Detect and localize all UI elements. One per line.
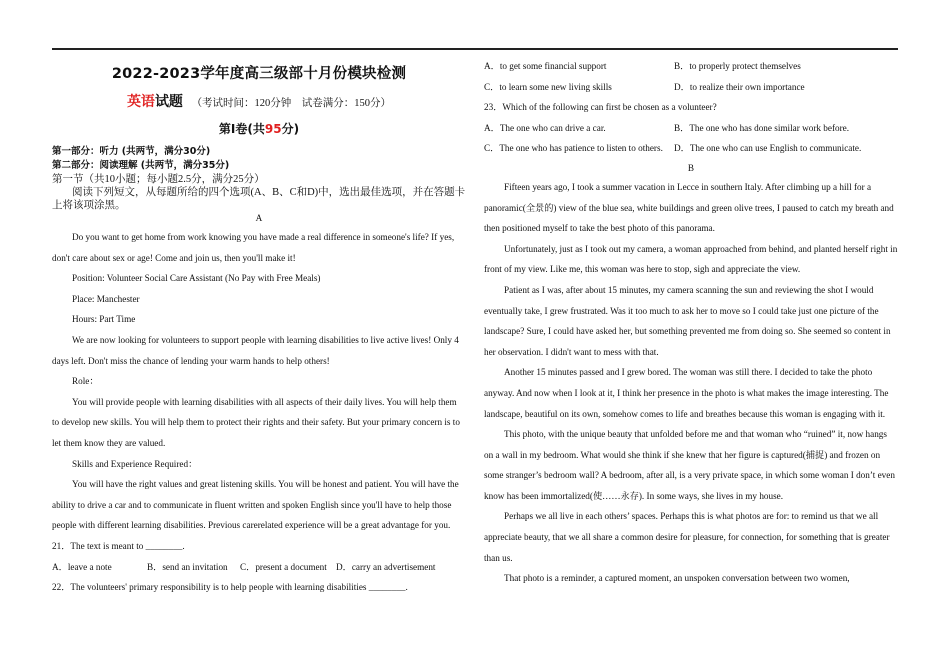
option-b[interactable]: B．send an invitation (147, 561, 228, 572)
passage-a (52, 227, 466, 536)
exam-info: （考试时间：120分钟 试卷满分：150分） (191, 98, 392, 109)
paragraph: Patient as I was, after about 15 minutes, my camera scanning the sun and reviewing the shot I would eventually take, I grew frustrated. Was it too much to ask her to move so I could take just one picture of the landscape? Sure, I could have asked her, but something prevented me from doing so. She seemed so content in her observation. I didn't want to mess with that. (484, 284, 891, 357)
section-reading: 第二部分：阅读理解 (共两节，满分35分) (52, 160, 230, 171)
passage-b-letter: B (687, 162, 695, 173)
paragraph: Perhaps we all live in each others’ spaces. Perhaps this is what photos are for: to remind us that we all appreciate beauty, that we all share a common desire for pleasure, for connection, for something that is greater than us. (484, 511, 890, 563)
paragraph: That photo is a reminder, a captured moment, an unspoken conversation between two women, (504, 573, 850, 584)
section-listening: 第一部分：听力 (共两节，满分30分) (52, 146, 211, 157)
option-c[interactable]: C．to learn some new living skills (484, 81, 612, 92)
option-c[interactable]: C．present a document (240, 561, 327, 572)
right-column (484, 56, 898, 589)
exam-title: 2022-2023学年度高三级部十月份模块检测 (111, 66, 407, 82)
option-d[interactable]: D．to realize their own importance (674, 81, 805, 92)
paragraph: This photo, with the unique beauty that unfolded before me and that woman who “ruined” it, now hangs on a wall in my bedroom. What would she think if she knew that her figure is captured(捕捉) and frozen on some stranger’s bedroom wall? A bedroom, after all, is a very private space, in which some woman I don’t even know has been immortalized(使……永存). In some ways, she lives in my house. (484, 429, 895, 501)
sections-block (52, 145, 466, 212)
subject-line (52, 91, 466, 111)
left-column (52, 56, 466, 598)
option-c[interactable]: C．The one who has patience to listen to others. (484, 143, 663, 154)
passage-a-letter: A (255, 213, 263, 223)
option-d[interactable]: D．The one who can use English to communicate. (674, 143, 862, 154)
paragraph: You will have the right values and great listening skills. You will be honest and patient. You will have the ability to drive a car and to communicate in fluent written and spoken English since you'll have to help those people with different learning disabilities. Previous carerelated experience will be a great advantage for you. (52, 479, 459, 531)
question-23-stem: 23．Which of the following can first be chosen as a volunteer? (484, 102, 717, 113)
paragraph: Position: Volunteer Social Care Assistant (No Pay with Free Meals) (72, 273, 321, 284)
paragraph: Do you want to get home from work knowing you have made a real difference in someone's life? If yes, don't care about sex or age! Come and join us, then you'll make it! (52, 232, 455, 263)
option-b[interactable]: B．The one who has done similar work before. (674, 122, 850, 133)
paragraph: Another 15 minutes passed and I grew bored. The woman was still there. I decided to take the photo anyway. And now when I look at it, I think her presence in the photo is what makes the image interesting. The landscape, beautiful on its own, somehow comes to life and breathes because this woman is engaging with it. (484, 367, 889, 419)
subject-red: 英语 (126, 94, 155, 110)
paragraph: Hours: Part Time (72, 314, 136, 325)
paragraph: Role： (72, 376, 99, 387)
top-rule (52, 48, 898, 50)
option-b[interactable]: B．to properly protect themselves (674, 61, 801, 71)
part-score: 95 (264, 122, 282, 136)
question-23-options (484, 118, 898, 159)
subject-black: 试题 (154, 94, 183, 110)
paragraph: You will provide people with learning disabilities with all aspects of their daily lives. You will help them to develop new skills. You will help them to protect their rights and their safety. But your primary concern is to let them know they are valued. (52, 396, 460, 448)
paragraph: We are now looking for volunteers to support people with learning disabilities to live active lives! Only 4 days left. Don't miss the chance of lending your warm hands to help others! (52, 334, 459, 366)
question-22-stem: 22．The volunteers' primary responsibility is to help people with learning disabilities ________. (52, 582, 408, 593)
question-21-options (52, 557, 466, 578)
question-21-stem: 21．The text is meant to ________. (52, 540, 185, 551)
option-d[interactable]: D．carry an advertisement (336, 561, 436, 572)
question-22-options (484, 56, 898, 97)
option-a[interactable]: A．The one who can drive a car. (484, 122, 606, 133)
passage-b (484, 177, 898, 589)
part-title: 第Ⅰ卷(共95分) (218, 122, 300, 136)
paragraph: Fifteen years ago, I took a summer vacation in Lecce in southern Italy. After climbing up a hill for a panoramic(全景的) view of the blue sea, white buildings and green olive trees, I paused to catch my breath and then positioned myself to take the best photo of this panorama. (484, 181, 894, 234)
paragraph: Place: Manchester (72, 293, 140, 304)
paragraph: Unfortunately, just as I took out my camera, a woman approached from behind, and planted herself right in front of my view. Like me, this woman was here to stop, sigh and appreciate the view. (484, 243, 898, 275)
section-one: 第一节（共10小题；每小题2.5分，满分25分） (52, 174, 265, 185)
option-a[interactable]: A．leave a note (52, 561, 112, 572)
paragraph: Skills and Experience Required： (72, 458, 198, 469)
instructions: 阅读下列短文，从每题所给的四个选项(A、B、C和D)中，选出最佳选项，并在答题卡上将该项涂黑。 (52, 187, 466, 211)
option-a[interactable]: A．to get some financial support (484, 61, 607, 71)
